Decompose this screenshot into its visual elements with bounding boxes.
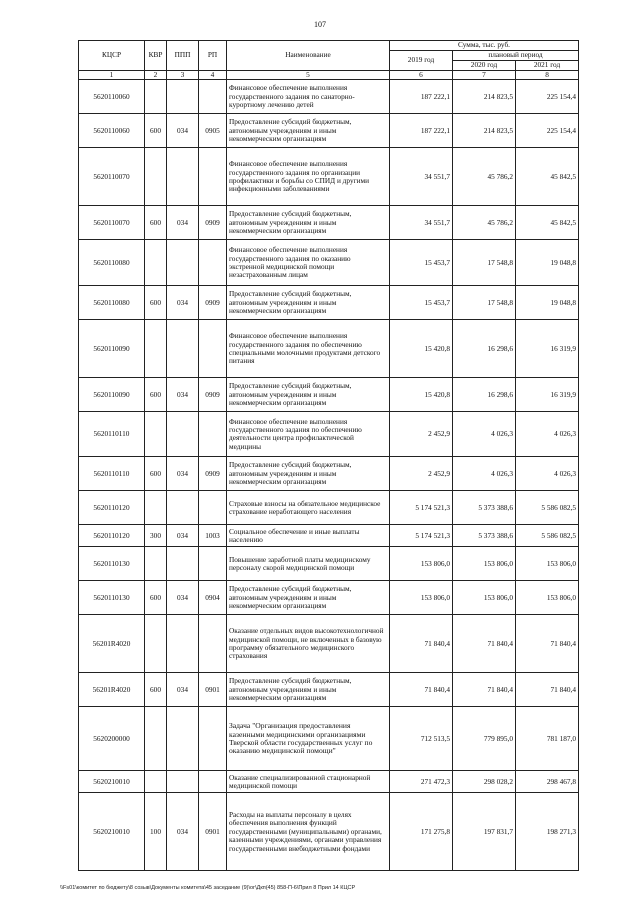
kcsr-cell: 5620110060 bbox=[79, 114, 145, 148]
column-number: 4 bbox=[199, 71, 227, 80]
name-cell: Оказание специализированной стационарной медицинской помощи bbox=[227, 771, 390, 793]
amount-2019-cell: 5 174 521,3 bbox=[390, 525, 453, 547]
kvr-cell: 600 bbox=[145, 286, 167, 320]
kvr-cell bbox=[145, 771, 167, 793]
kcsr-cell: 5620110110 bbox=[79, 412, 145, 457]
name-cell: Финансовое обеспечение выполнения государственного задания по оказанию экстренной медицинской помощи незастрахованным лицам bbox=[227, 240, 390, 286]
kvr-cell bbox=[145, 491, 167, 525]
amount-2019-cell: 2 452,9 bbox=[390, 457, 453, 491]
kvr-cell bbox=[145, 240, 167, 286]
table-row bbox=[79, 80, 579, 114]
amount-2021-cell: 16 319,9 bbox=[516, 378, 579, 412]
amount-2021-cell: 71 840,4 bbox=[516, 673, 579, 707]
amount-2020-cell: 45 786,2 bbox=[453, 206, 516, 240]
amount-2020-cell: 16 298,6 bbox=[453, 378, 516, 412]
table-row bbox=[79, 240, 579, 286]
header-kvr: КВР bbox=[145, 41, 167, 71]
rp-cell bbox=[199, 707, 227, 771]
amount-2020-cell: 16 298,6 bbox=[453, 320, 516, 378]
header-plan-period: плановый период bbox=[453, 51, 579, 61]
rp-cell: 0905 bbox=[199, 114, 227, 148]
amount-2021-cell: 298 467,8 bbox=[516, 771, 579, 793]
amount-2019-cell: 15 453,7 bbox=[390, 286, 453, 320]
kvr-cell bbox=[145, 320, 167, 378]
ppp-cell bbox=[167, 491, 199, 525]
amount-2020-cell: 5 373 388,6 bbox=[453, 525, 516, 547]
header-2020: 2020 год bbox=[453, 61, 516, 71]
amount-2019-cell: 5 174 521,3 bbox=[390, 491, 453, 525]
header-kcsr: КЦСР bbox=[79, 41, 145, 71]
name-cell: Предоставление субсидий бюджетным, автономным учреждениям и иным некоммерческим организациям bbox=[227, 206, 390, 240]
column-number: 6 bbox=[390, 71, 453, 80]
table-row bbox=[79, 378, 579, 412]
kvr-cell bbox=[145, 707, 167, 771]
rp-cell bbox=[199, 320, 227, 378]
budget-table bbox=[78, 40, 579, 871]
ppp-cell bbox=[167, 412, 199, 457]
kcsr-cell: 5620110130 bbox=[79, 547, 145, 581]
kcsr-cell: 5620110070 bbox=[79, 148, 145, 206]
amount-2021-cell: 19 048,8 bbox=[516, 286, 579, 320]
table-row bbox=[79, 412, 579, 457]
kcsr-cell: 5620110120 bbox=[79, 491, 145, 525]
kvr-cell: 600 bbox=[145, 114, 167, 148]
table-row bbox=[79, 547, 579, 581]
table-row bbox=[79, 320, 579, 378]
table-row bbox=[79, 581, 579, 615]
rp-cell: 0909 bbox=[199, 286, 227, 320]
kcsr-cell: 5620110090 bbox=[79, 320, 145, 378]
ppp-cell bbox=[167, 240, 199, 286]
rp-cell: 0904 bbox=[199, 581, 227, 615]
kvr-cell bbox=[145, 412, 167, 457]
name-cell: Предоставление субсидий бюджетным, автономным учреждениям и иным некоммерческим организациям bbox=[227, 581, 390, 615]
kvr-cell: 600 bbox=[145, 378, 167, 412]
ppp-cell: 034 bbox=[167, 457, 199, 491]
ppp-cell: 034 bbox=[167, 378, 199, 412]
kvr-cell bbox=[145, 547, 167, 581]
amount-2019-cell: 2 452,9 bbox=[390, 412, 453, 457]
rp-cell: 1003 bbox=[199, 525, 227, 547]
rp-cell bbox=[199, 240, 227, 286]
column-number-row bbox=[79, 71, 579, 80]
amount-2021-cell: 71 840,4 bbox=[516, 615, 579, 673]
kvr-cell: 600 bbox=[145, 673, 167, 707]
ppp-cell: 034 bbox=[167, 673, 199, 707]
amount-2019-cell: 71 840,4 bbox=[390, 615, 453, 673]
amount-2020-cell: 4 026,3 bbox=[453, 412, 516, 457]
kvr-cell bbox=[145, 148, 167, 206]
kcsr-cell: 5620110080 bbox=[79, 286, 145, 320]
kvr-cell bbox=[145, 80, 167, 114]
amount-2020-cell: 214 823,5 bbox=[453, 114, 516, 148]
amount-2020-cell: 214 823,5 bbox=[453, 80, 516, 114]
name-cell: Социальное обеспечение и иные выплаты населению bbox=[227, 525, 390, 547]
name-cell: Финансовое обеспечение выполнения государственного задания по санаторно-курортному лечению детей bbox=[227, 80, 390, 114]
amount-2021-cell: 153 806,0 bbox=[516, 547, 579, 581]
amount-2021-cell: 16 319,9 bbox=[516, 320, 579, 378]
amount-2019-cell: 187 222,1 bbox=[390, 80, 453, 114]
name-cell: Оказание отдельных видов высокотехнологичной медицинской помощи, не включенных в базовую программу обязательного медицинского страхования bbox=[227, 615, 390, 673]
amount-2021-cell: 19 048,8 bbox=[516, 240, 579, 286]
table-row bbox=[79, 673, 579, 707]
file-path-footer: \\Fs01\комитет по бюджету\8 созыв\Документы комитета\45 заседание (9)\ог\Дкп(45) 858-П-6\Прил 8 Прил 14 КЦСР bbox=[60, 885, 356, 891]
kcsr-cell: 56201R4020 bbox=[79, 673, 145, 707]
rp-cell: 0909 bbox=[199, 206, 227, 240]
header-rp: РП bbox=[199, 41, 227, 71]
amount-2020-cell: 71 840,4 bbox=[453, 673, 516, 707]
rp-cell: 0909 bbox=[199, 378, 227, 412]
name-cell: Предоставление субсидий бюджетным, автономным учреждениям и иным некоммерческим организациям bbox=[227, 457, 390, 491]
header-name: Наименование bbox=[227, 41, 390, 71]
table-row bbox=[79, 615, 579, 673]
kcsr-cell: 5620110060 bbox=[79, 80, 145, 114]
amount-2019-cell: 34 551,7 bbox=[390, 148, 453, 206]
amount-2019-cell: 187 222,1 bbox=[390, 114, 453, 148]
rp-cell bbox=[199, 547, 227, 581]
kcsr-cell: 5620110120 bbox=[79, 525, 145, 547]
name-cell: Предоставление субсидий бюджетным, автономным учреждениям и иным некоммерческим организациям bbox=[227, 114, 390, 148]
kvr-cell: 600 bbox=[145, 581, 167, 615]
rp-cell bbox=[199, 412, 227, 457]
rp-cell bbox=[199, 615, 227, 673]
name-cell: Финансовое обеспечение выполнения государственного задания по обеспечению деятельности центра профилактической медицины bbox=[227, 412, 390, 457]
kvr-cell: 600 bbox=[145, 457, 167, 491]
table-row bbox=[79, 206, 579, 240]
amount-2019-cell: 71 840,4 bbox=[390, 673, 453, 707]
amount-2020-cell: 4 026,3 bbox=[453, 457, 516, 491]
rp-cell bbox=[199, 491, 227, 525]
amount-2020-cell: 5 373 388,6 bbox=[453, 491, 516, 525]
ppp-cell: 034 bbox=[167, 525, 199, 547]
rp-cell: 0909 bbox=[199, 457, 227, 491]
kvr-cell: 100 bbox=[145, 793, 167, 871]
column-number: 2 bbox=[145, 71, 167, 80]
amount-2021-cell: 225 154,4 bbox=[516, 114, 579, 148]
rp-cell bbox=[199, 80, 227, 114]
table-row bbox=[79, 114, 579, 148]
kvr-cell: 600 bbox=[145, 206, 167, 240]
page-number: 107 bbox=[314, 20, 326, 29]
ppp-cell: 034 bbox=[167, 581, 199, 615]
ppp-cell: 034 bbox=[167, 286, 199, 320]
kcsr-cell: 5620110090 bbox=[79, 378, 145, 412]
kcsr-cell: 5620110080 bbox=[79, 240, 145, 286]
name-cell: Повышение заработной платы медицинскому персоналу скорой медицинской помощи bbox=[227, 547, 390, 581]
ppp-cell bbox=[167, 320, 199, 378]
amount-2021-cell: 45 842,5 bbox=[516, 206, 579, 240]
ppp-cell: 034 bbox=[167, 114, 199, 148]
kvr-cell: 300 bbox=[145, 525, 167, 547]
amount-2019-cell: 153 806,0 bbox=[390, 581, 453, 615]
amount-2019-cell: 271 472,3 bbox=[390, 771, 453, 793]
amount-2019-cell: 712 513,5 bbox=[390, 707, 453, 771]
header-2021: 2021 год bbox=[516, 61, 579, 71]
amount-2021-cell: 198 271,3 bbox=[516, 793, 579, 871]
table-row bbox=[79, 491, 579, 525]
name-cell: Страховые взносы на обязательное медицинское страхование неработающего населения bbox=[227, 491, 390, 525]
amount-2020-cell: 153 806,0 bbox=[453, 547, 516, 581]
amount-2021-cell: 4 026,3 bbox=[516, 457, 579, 491]
table-row bbox=[79, 148, 579, 206]
amount-2020-cell: 153 806,0 bbox=[453, 581, 516, 615]
ppp-cell bbox=[167, 771, 199, 793]
name-cell: Финансовое обеспечение выполнения государственного задания по обеспечению специальными молочными продуктами детского питания bbox=[227, 320, 390, 378]
table-row bbox=[79, 457, 579, 491]
amount-2021-cell: 781 187,0 bbox=[516, 707, 579, 771]
kcsr-cell: 5620110130 bbox=[79, 581, 145, 615]
name-cell: Финансовое обеспечение выполнения государственного задания по организации профилактики и борьбы со СПИД и другими инфекционными заболеваниями bbox=[227, 148, 390, 206]
column-number: 8 bbox=[516, 71, 579, 80]
kcsr-cell: 5620110110 bbox=[79, 457, 145, 491]
amount-2021-cell: 153 806,0 bbox=[516, 581, 579, 615]
table-row bbox=[79, 793, 579, 871]
ppp-cell bbox=[167, 547, 199, 581]
ppp-cell: 034 bbox=[167, 206, 199, 240]
ppp-cell bbox=[167, 80, 199, 114]
kvr-cell bbox=[145, 615, 167, 673]
name-cell: Предоставление субсидий бюджетным, автономным учреждениям и иным некоммерческим организациям bbox=[227, 286, 390, 320]
table-row bbox=[79, 525, 579, 547]
kcsr-cell: 5620210010 bbox=[79, 793, 145, 871]
name-cell: Расходы на выплаты персоналу в целях обеспечения выполнения функций государственными (муниципальными) органами, казенными учреждениями, органами управления государственными внебюджетными фондами bbox=[227, 793, 390, 871]
amount-2019-cell: 15 453,7 bbox=[390, 240, 453, 286]
rp-cell bbox=[199, 148, 227, 206]
kcsr-cell: 5620200000 bbox=[79, 707, 145, 771]
amount-2021-cell: 5 586 082,5 bbox=[516, 491, 579, 525]
rp-cell bbox=[199, 771, 227, 793]
name-cell: Предоставление субсидий бюджетным, автономным учреждениям и иным некоммерческим организациям bbox=[227, 673, 390, 707]
kcsr-cell: 5620110070 bbox=[79, 206, 145, 240]
name-cell: Предоставление субсидий бюджетным, автономным учреждениям и иным некоммерческим организациям bbox=[227, 378, 390, 412]
rp-cell: 0901 bbox=[199, 673, 227, 707]
amount-2020-cell: 298 028,2 bbox=[453, 771, 516, 793]
amount-2019-cell: 171 275,8 bbox=[390, 793, 453, 871]
amount-2019-cell: 153 806,0 bbox=[390, 547, 453, 581]
amount-2019-cell: 15 420,8 bbox=[390, 320, 453, 378]
header-2019: 2019 год bbox=[390, 51, 453, 71]
kcsr-cell: 56201R4020 bbox=[79, 615, 145, 673]
amount-2020-cell: 197 831,7 bbox=[453, 793, 516, 871]
header-ppp: ППП bbox=[167, 41, 199, 71]
column-number: 3 bbox=[167, 71, 199, 80]
amount-2020-cell: 71 840,4 bbox=[453, 615, 516, 673]
table-row bbox=[79, 286, 579, 320]
amount-2021-cell: 225 154,4 bbox=[516, 80, 579, 114]
amount-2020-cell: 45 786,2 bbox=[453, 148, 516, 206]
ppp-cell bbox=[167, 615, 199, 673]
ppp-cell bbox=[167, 148, 199, 206]
amount-2021-cell: 45 842,5 bbox=[516, 148, 579, 206]
amount-2020-cell: 17 548,8 bbox=[453, 286, 516, 320]
kcsr-cell: 5620210010 bbox=[79, 771, 145, 793]
column-number: 7 bbox=[453, 71, 516, 80]
ppp-cell: 034 bbox=[167, 793, 199, 871]
amount-2020-cell: 17 548,8 bbox=[453, 240, 516, 286]
amount-2019-cell: 15 420,8 bbox=[390, 378, 453, 412]
column-number: 1 bbox=[79, 71, 145, 80]
amount-2021-cell: 5 586 082,5 bbox=[516, 525, 579, 547]
amount-2019-cell: 34 551,7 bbox=[390, 206, 453, 240]
rp-cell: 0901 bbox=[199, 793, 227, 871]
amount-2021-cell: 4 026,3 bbox=[516, 412, 579, 457]
header-sum: Сумма, тыс. руб. bbox=[390, 41, 579, 51]
name-cell: Задача "Организация предоставления казенными медицинскими организациями Тверской области государственных услуг по оказанию медицинской помощи" bbox=[227, 707, 390, 771]
column-number: 5 bbox=[227, 71, 390, 80]
table-row bbox=[79, 707, 579, 771]
ppp-cell bbox=[167, 707, 199, 771]
amount-2020-cell: 779 895,0 bbox=[453, 707, 516, 771]
table-row bbox=[79, 771, 579, 793]
